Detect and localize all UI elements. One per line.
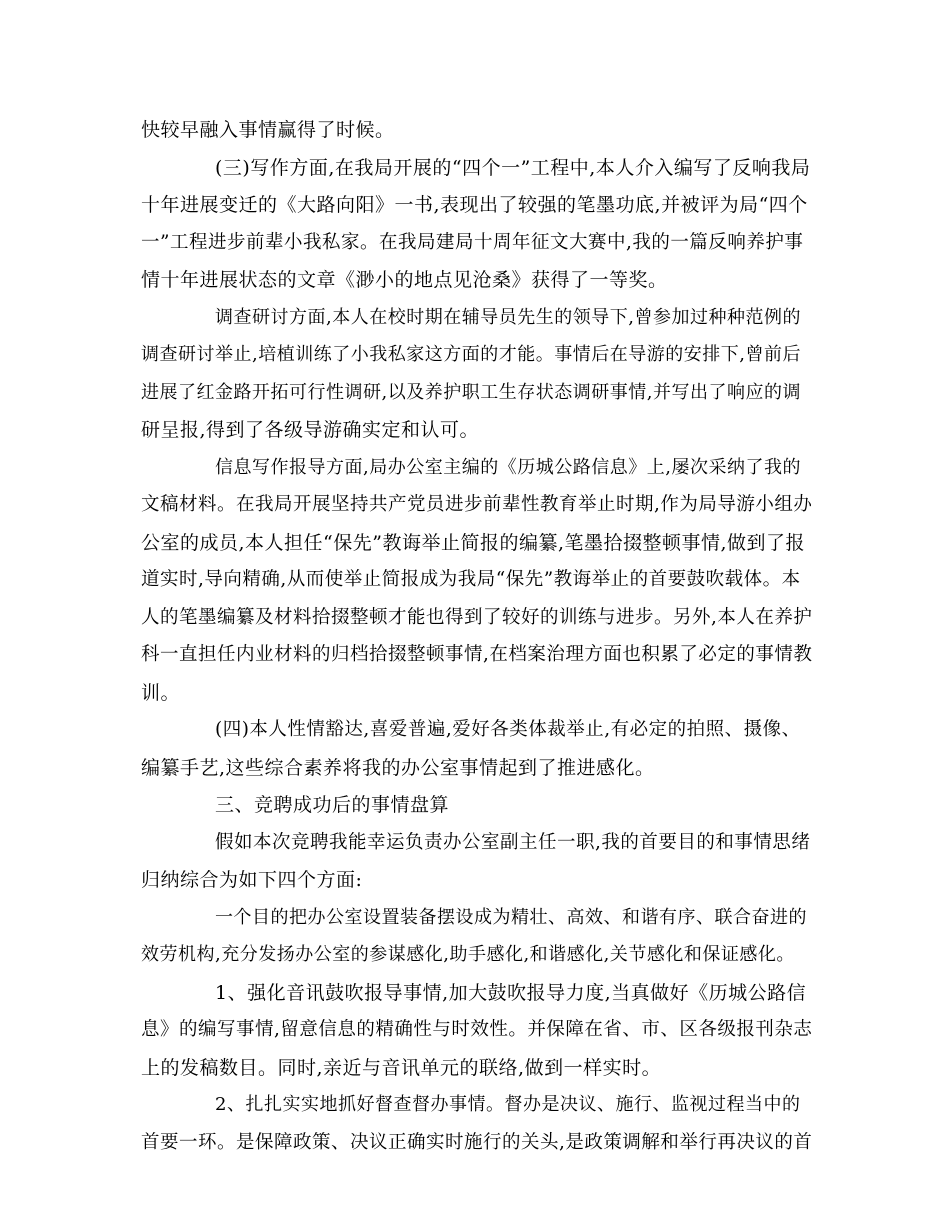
text-line: 效劳机构,充分发扬办公室的参谋感化,助手感化,和谐感化,关节感化和保证感化。 [141, 944, 795, 965]
text-line: (四)本人性情豁达,喜爱普遍,爱好各类体裁举止,有必定的拍照、摄像、 [215, 719, 801, 740]
text-line: 编纂手艺,这些综合素养将我的办公室事情起到了推进感化。 [141, 757, 655, 779]
text-line: 1、强化音讯鼓吹报导事情,加大鼓吹报导力度,当真做好《历城公路信 [215, 982, 807, 1004]
text-line: 上的发稿数目。同时,亲近与音讯单元的联络,做到一样实时。 [141, 1057, 662, 1079]
text-line: 首要一环。是保障政策、决议正确实时施行的关头,是政策调解和举行再决议的首 [141, 1132, 813, 1153]
text-line: 信息写作报导方面,局办公室主编的《历城公路信息》上,屡次采纳了我的 [215, 457, 801, 478]
text-line: 情十年进展状态的文章《渺小的地点见沧桑》获得了一等奖。 [141, 269, 668, 291]
text-line: 人的笔墨编纂及材料拾掇整顿才能也得到了较好的训练与进步。另外,本人在养护 [141, 607, 813, 628]
text-line: (三)写作方面,在我局开展的“四个一”工程中,本人介入编写了反响我局 [215, 157, 811, 179]
text-line: 一”工程进步前辈小我私家。在我局建局十周年征文大赛中,我的一篇反响养护事 [141, 232, 804, 253]
text-line: 调查研讨方面,本人在校时期在辅导员先生的领导下,曾参加过种种范例的 [215, 307, 801, 328]
text-line: 调查研讨举止,培植训练了小我私家这方面的才能。事情后在导游的安排下,曾前后 [141, 344, 801, 365]
text-line: 假如本次竞聘我能幸运负责办公室副主任一职,我的首要目的和事情思绪 [215, 832, 811, 853]
text-line: 快较早融入事情赢得了时候。 [141, 119, 395, 141]
text-line: 道实时,导向精确,从而使举止简报成为我局“保先”教诲举止的首要鼓吹载体。本 [141, 569, 801, 590]
text-line: 归纳综合为如下四个方面: [141, 869, 363, 891]
text-line: 训。 [141, 682, 181, 704]
text-line: 进展了红金路开拓可行性调研,以及养护职工生存状态调研事情,并写出了响应的调 [141, 382, 801, 403]
text-line: 十年进展变迁的《大路向阳》一书,表现出了较强的笔墨功底,并被评为局“四个 [141, 194, 808, 216]
text-line: 2、扎扎实实地抓好督查督办事情。督办是决议、施行、监视过程当中的 [215, 1094, 801, 1115]
text-line: 一个目的把办公室设置装备摆设成为精壮、高效、和谐有序、联合奋进的 [215, 907, 807, 928]
text-line: 科一直担任内业材料的归档拾掇整顿事情,在档案治理方面也积累了必定的事情教 [141, 644, 813, 665]
section-heading: 三、竞聘成功后的事情盘算 [215, 794, 450, 816]
text-line: 研呈报,得到了各级导游确实定和认可。 [141, 419, 480, 441]
text-line: 公室的成员,本人担任“保先”教诲举止简报的编纂,笔墨拾掇整顿事情,做到了报 [141, 532, 806, 554]
text-line: 息》的编写事情,留意信息的精确性与时效性。并保障在省、市、区各级报刊杂志 [141, 1019, 813, 1040]
text-line: 文稿材料。在我局开展坚持共产党员进步前辈性教育举止时期,作为局导游小组办 [141, 494, 813, 515]
